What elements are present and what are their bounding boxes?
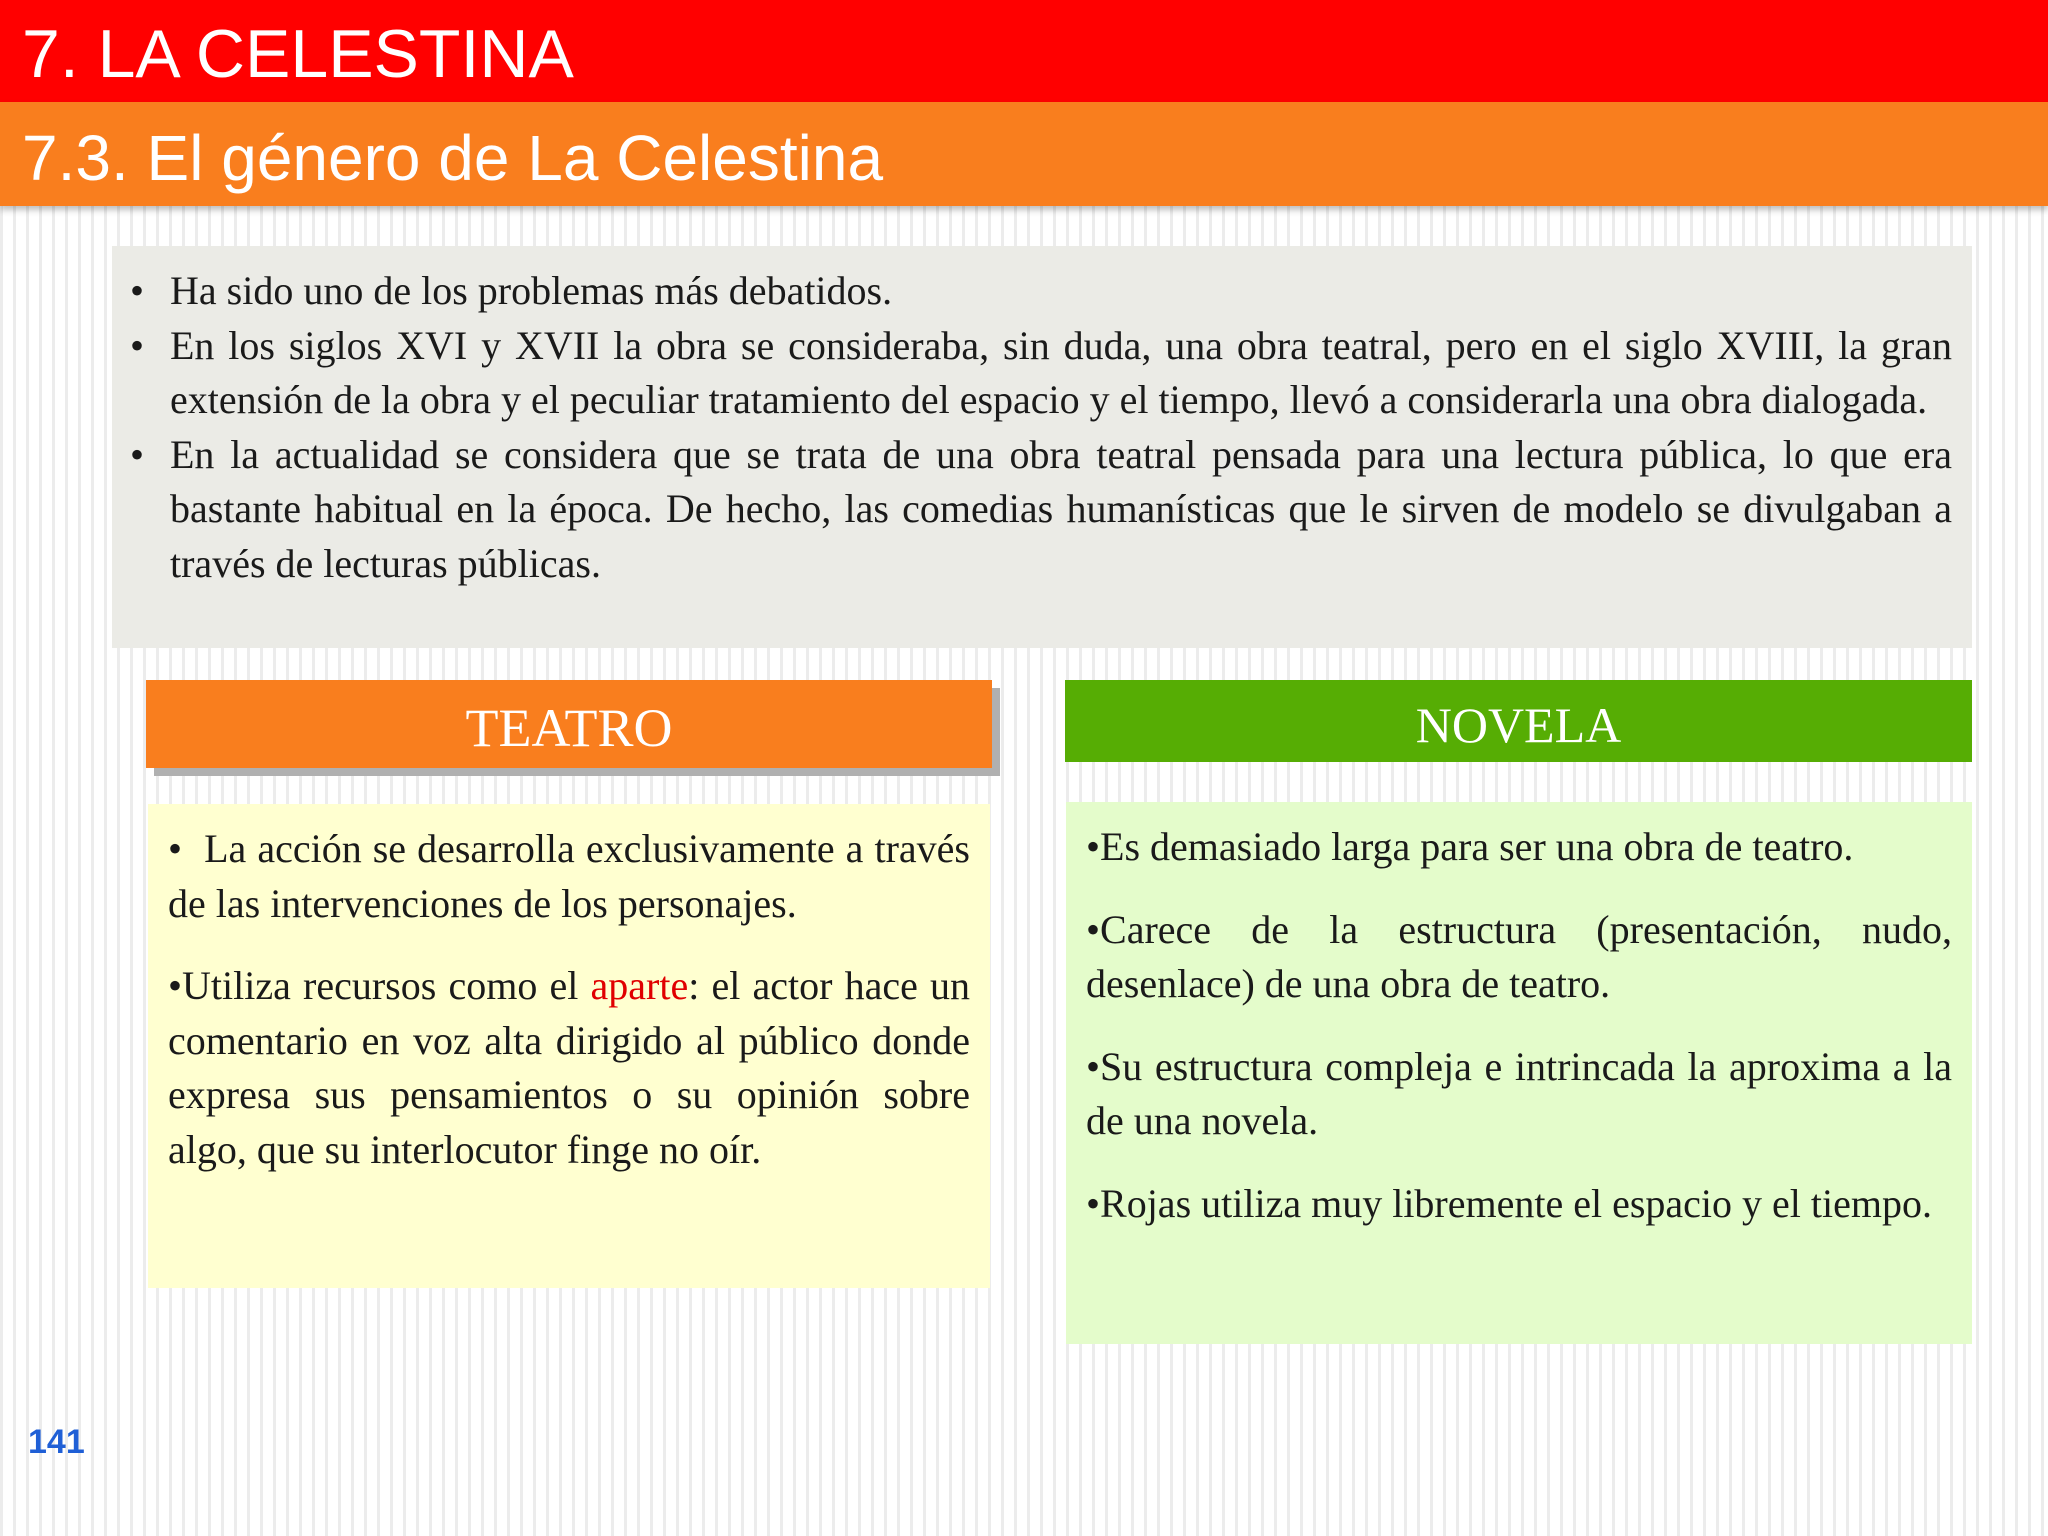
intro-list bbox=[130, 264, 1952, 591]
novela-point: •Carece de la estructura (presentación, nudo, desenlace) de una obra de teatro. bbox=[1086, 906, 1952, 1006]
intro-item: • Ha sido uno de los problemas más debatidos. bbox=[170, 264, 1952, 319]
bullet-icon: • bbox=[1086, 906, 1101, 952]
novela-heading: NOVELA bbox=[1065, 680, 1972, 762]
bullet-icon: • bbox=[1086, 824, 1101, 869]
bullet-icon: • bbox=[130, 322, 145, 368]
novela-point: •Es demasiado larga para ser una obra de teatro. bbox=[1086, 824, 1854, 869]
title-band bbox=[0, 0, 2048, 102]
bullet-icon: • bbox=[168, 963, 183, 1008]
teatro-point: •Utiliza recursos como el aparte: el actor hace un comentario en voz alta dirigido al público donde expresa sus pensamientos o su opinión sobre algo, que su interlocutor finge no oír. bbox=[168, 963, 970, 1172]
highlighted-term: aparte bbox=[590, 963, 689, 1008]
slide-title: 7. LA CELESTINA bbox=[22, 16, 574, 92]
intro-box bbox=[112, 246, 1972, 648]
bullet-icon: • bbox=[130, 431, 145, 477]
teatro-heading: TEATRO bbox=[146, 680, 992, 768]
intro-item: • En la actualidad se considera que se trata de una obra teatral pensada para una lectura pública, lo que era bastante habitual en la época. De hecho, las comedias humanísticas que le sirven de modelo se divulgaban a través de lecturas públicas. bbox=[170, 428, 1952, 592]
novela-box bbox=[1066, 802, 1972, 1344]
slide-subtitle: 7.3. El género de La Celestina bbox=[22, 122, 884, 194]
novela-point: •Rojas utiliza muy libremente el espacio y el tiempo. bbox=[1086, 1180, 1933, 1226]
bullet-icon: • bbox=[1086, 1043, 1101, 1089]
bullet-icon: • bbox=[168, 826, 205, 871]
page-number: 141 bbox=[28, 1423, 85, 1461]
bullet-icon: • bbox=[130, 268, 145, 313]
teatro-point: • La acción se desarrolla exclusivamente a través de las intervenciones de los personajes. bbox=[168, 826, 970, 926]
novela-point: •Su estructura compleja e intrincada la aproxima a la de una novela. bbox=[1086, 1043, 1952, 1143]
bullet-icon: • bbox=[1086, 1180, 1101, 1226]
intro-item: • En los siglos XVI y XVII la obra se consideraba, sin duda, una obra teatral, pero en el siglo XVIII, la gran extensión de la obra y el peculiar tratamiento del espacio y el tiempo, llevó a considerarla una obra dialogada. bbox=[170, 319, 1952, 428]
teatro-box bbox=[148, 804, 990, 1288]
